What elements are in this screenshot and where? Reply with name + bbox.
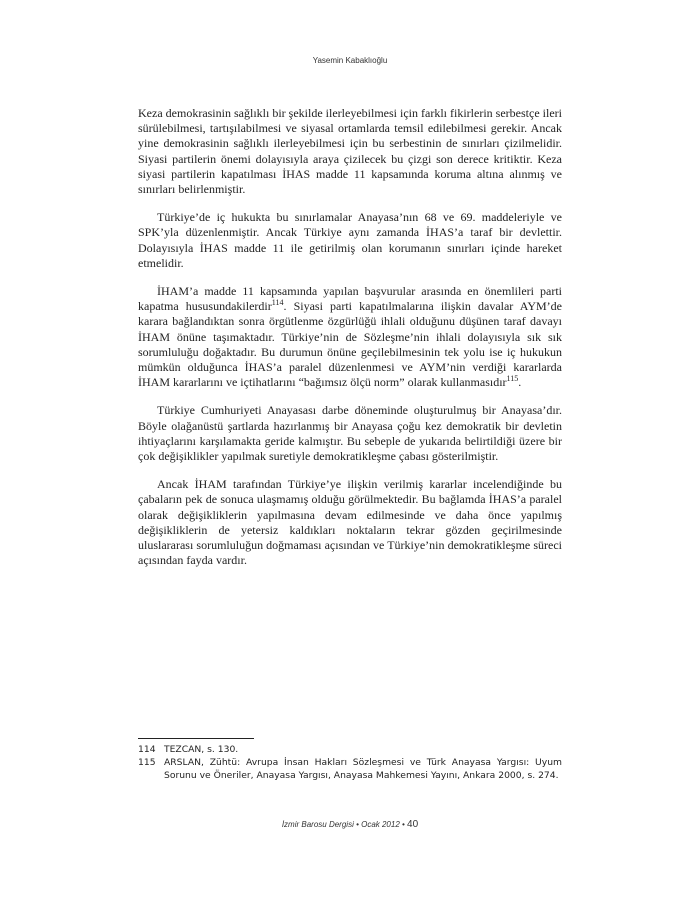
paragraph-3: [138, 284, 562, 390]
footnote-number: 115: [138, 757, 156, 768]
footnote-ref-114[interactable]: 114: [271, 298, 284, 308]
paragraph-1: Keza demokrasinin sağlıklı bir şekilde ilerleyebilmesi için farklı fikirlerin serbestçe ileri sürülebilmesi, tartışılabilmesi ve siyasal ortamlarda temsil edilebilmesi gerekir. Ancak yine demokrasinin sağlıklı ilerleyebilmesi için bu serbestinin de sınırları çizilmelidir. Siyasi partilerin önemi dolayısıyla araya çizilecek bu çizgi son derece kritiktir. Keza siyasi partilerin kapatılması İHAS madde 11 kapsamında koruma altına alınmış ve sınırları belirlenmiştir.: [138, 106, 562, 197]
footnote-ref-115[interactable]: 115: [506, 374, 519, 384]
paragraph-2: Türkiye’de iç hukukta bu sınırlamalar Anayasa’nın 68 ve 69. maddeleriyle ve SPK’yla düzenlenmiştir. Ancak Türkiye aynı zamanda İHAS’a taraf bir devlettir. Dolayısıyla İHAS madde 11 ile getirilmiş olan korumanın sınırları içinde hareket etmelidir.: [138, 210, 562, 270]
footer-journal: İzmir Barosu Dergisi • Ocak 2012 •: [281, 820, 405, 829]
footnote-text: ARSLAN, Zühtü: Avrupa İnsan Hakları Sözleşmesi ve Türk Anayasa Yargısı: Uyum Sorunu ve Öneriler, Anayasa Yargısı, Anayasa Mahkemesi Yayını, Ankara 2000, s. 274.: [164, 757, 562, 781]
footnotes: [138, 743, 562, 782]
page-number: 40: [407, 819, 419, 830]
running-footer: [0, 819, 700, 830]
paragraph-3-text-b: . Siyasi parti kapatılmalarına ilişkin davalar AYM’de karara bağlandıktan sonra örgütlenme özgürlüğü ihlali olduğunu düşünen taraf davayı İHAM önüne taşımaktadır. Türkiye’nin de Sözleşme’nin ihlali dolayısıyla sık sık sorumluluğu doğaktadır. Bu durumun önüne geçilebilmesinin tek yolu ise iç hukukun mümkün olduğunca İHAS’a paralel düzenlenmesi ve AYM’nin verdiği kararlarda İHAM kararlarını ve içtihatlarını “bağımsız ölçü norm” olarak kullanmasıdır: [138, 299, 562, 390]
footnote-114: [138, 743, 562, 756]
footnote-number: 114: [138, 744, 156, 755]
body-text: [138, 106, 562, 581]
footnote-115: [138, 756, 562, 782]
header-author: Yasemin Kabaklıoğlu: [312, 56, 388, 65]
paragraph-3-text-c: .: [518, 375, 522, 390]
footnote-text: TEZCAN, s. 130.: [164, 744, 239, 755]
paragraph-4: Türkiye Cumhuriyeti Anayasası darbe döneminde oluşturulmuş bir Anayasa’dır. Böyle olağanüstü şartlarda hazırlanmış bir Anayasa çoğu kez demokratik bir devletin ihtiyaçlarını karşılamakta geride kalmıştır. Bu sebeple de yukarıda belirtildiği üzere bir çok değişiklikler yapılmak suretiyle demokratikleşme çabası gösterilmiştir.: [138, 403, 562, 464]
paragraph-5: Ancak İHAM tarafından Türkiye’ye ilişkin verilmiş kararlar incelendiğinde bu çabaların pek de sonuca ulaşmamış olduğu görülmektedir. Bu bağlamda İHAS’a paralel olarak değişikliklerin yapılmasına devam edilmesinde ve daha önce yapılmış değişikliklerin de yetersiz kaldıkları noktaların tekrar gözden geçirilmesinde uluslararası sorumluluğun doğmaması açısından ve Türkiye’nin demokratikleşme süreci açısından fayda vardır.: [138, 477, 562, 568]
footnote-separator: [138, 738, 254, 739]
paragraph-3-text-a: İHAM’a madde 11 kapsamında yapılan başvurular arasında en önemlileri parti kapatma hususundakilerdir: [138, 284, 562, 314]
running-header: [0, 56, 700, 65]
